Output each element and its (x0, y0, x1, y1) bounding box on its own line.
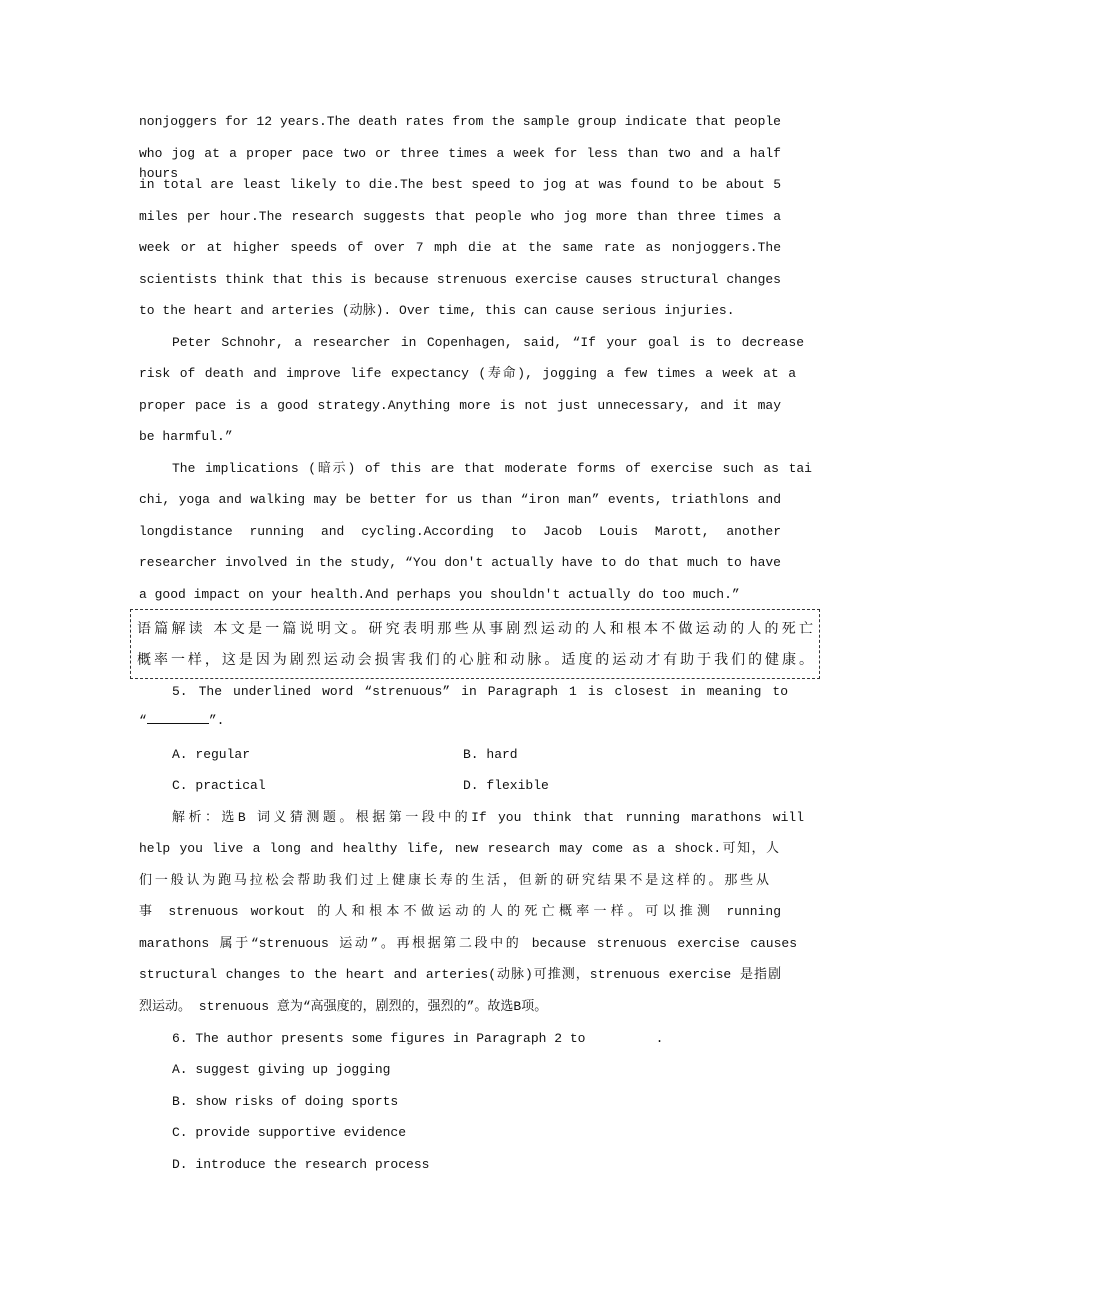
question-5-blank (139, 710, 781, 731)
analysis-line: 们一般认为跑马拉松会帮助我们过上健康长寿的生活，但新的研究结果不是这样的。那些从 (139, 873, 769, 888)
passage-line: scientists think that this is because strenuous exercise causes structural changes (139, 272, 781, 287)
option-b: B. hard (463, 747, 518, 762)
passage-line: risk of death and improve life expectancy (寿命), jogging a few times a week at a (139, 366, 796, 381)
summary-box (130, 609, 820, 679)
analysis-line: structural changes to the heart and arteries(动脉)可推测，strenuous exercise 是指剧 (139, 967, 781, 982)
passage-line: who jog at a proper pace two or three times a week for less than two and a half hours (139, 146, 781, 181)
passage-line: longdistance running and cycling.According to Jacob Louis Marott, another (139, 524, 781, 539)
passage-line: a good impact on your health.And perhaps you shouldn't actually do too much.” (139, 587, 740, 602)
analysis-line: 解析：选B 词义猜测题。根据第一段中的If you think that running marathons will (172, 810, 804, 825)
option-d: D. flexible (463, 778, 549, 793)
summary-line: 概率一样，这是因为剧烈运动会损害我们的心脏和动脉。适度的运动才有助于我们的健康。 (137, 652, 813, 668)
question-5-stem: 5. The underlined word “strenuous” in Paragraph 1 is closest in meaning to (172, 684, 788, 699)
analysis-line: 烈运动。 strenuous 意为“高强度的，剧烈的，强烈的”。故选B项。 (139, 999, 548, 1014)
question-6-stem: 6. The author presents some figures in Paragraph 2 to . (172, 1031, 664, 1046)
passage-line: researcher involved in the study, “You don't actually have to do that much to have (139, 555, 781, 570)
passage-line: to the heart and arteries (动脉). Over time, this can cause serious injuries. (139, 303, 735, 318)
option-d: D. introduce the research process (172, 1157, 430, 1172)
option-b: B. show risks of doing sports (172, 1094, 399, 1109)
passage-line: be harmful.” (139, 429, 233, 444)
quote-close: ”. (208, 713, 225, 728)
quote-open: “ (139, 713, 147, 728)
answer-blank (147, 710, 209, 724)
passage-line: Peter Schnohr, a researcher in Copenhagen, said, “If your goal is to decrease (172, 335, 804, 350)
passage-line: chi, yoga and walking may be better for us than “iron man” events, triathlons and (139, 492, 781, 507)
analysis-line: help you live a long and healthy life, new research may come as a shock.可知，人 (139, 841, 779, 856)
option-a: A. suggest giving up jogging (172, 1062, 391, 1077)
summary-line: 语篇解读 本文是一篇说明文。研究表明那些从事剧烈运动的人和根本不做运动的人的死亡 (137, 621, 813, 637)
analysis-line: 事 strenuous workout 的人和根本不做运动的人的死亡概率一样。可以推测 running (139, 904, 781, 919)
option-c: C. practical (172, 778, 266, 793)
option-a: A. regular (172, 747, 251, 762)
passage-line: The implications (暗示) of this are that moderate forms of exercise such as tai (172, 461, 812, 476)
passage-line: nonjoggers for 12 years.The death rates from the sample group indicate that people (139, 114, 781, 129)
option-c: C. provide supportive evidence (172, 1125, 407, 1140)
passage-line: week or at higher speeds of over 7 mph die at the same rate as nonjoggers.The (139, 240, 781, 255)
analysis-line: marathons 属于“strenuous 运动”。再根据第二段中的 because strenuous exercise causes (139, 936, 797, 951)
passage-line: in total are least likely to die.The best speed to jog at was found to be about 5 (139, 177, 781, 192)
passage-line: proper pace is a good strategy.Anything more is not just unnecessary, and it may (139, 398, 781, 413)
passage-line: miles per hour.The research suggests that people who jog more than three times a (139, 209, 781, 224)
